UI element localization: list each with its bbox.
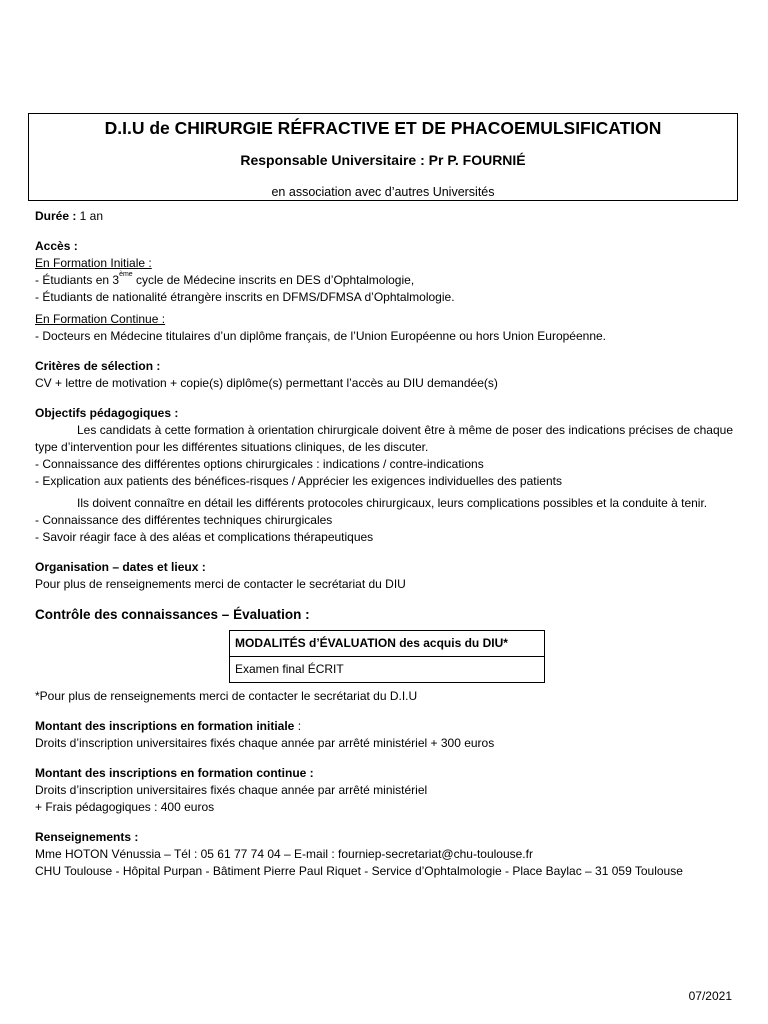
objectifs-paragraph-1: Les candidats à cette formation à orientation chirurgicale doivent être à même de poser des indications précises de chaque type d’intervention pour les différentes situations cliniques, de les discuter. [35,423,733,454]
document-title: D.I.U de CHIRURGIE RÉFRACTIVE ET DE PHACOEMULSIFICATION [104,118,662,138]
objectifs-item-4: - Savoir réagir face à des aléas et complications thérapeutiques [35,530,374,544]
controle-label: Contrôle des connaissances – Évaluation : [35,607,310,622]
organisation-label: Organisation – dates et lieux : [35,560,206,574]
organisation-text: Pour plus de renseignements merci de contacter le secrétariat du DIU [35,577,406,591]
objectifs-label: Objectifs pédagogiques : [35,406,179,420]
montant-initiale-text: Droits d’inscription universitaires fixés chaque année par arrêté ministériel + 300 euros [35,736,495,750]
criteres-text: CV + lettre de motivation + copie(s) diplôme(s) permettant l’accès au DIU demandée(s) [35,376,498,390]
objectifs-item-3: - Connaissance des différentes techniques chirurgicales [35,513,333,527]
evaluation-note: *Pour plus de renseignements merci de contacter le secrétariat du D.I.U [35,689,418,703]
duree-value: 1 an [76,209,104,223]
duree-label: Durée : [35,209,77,223]
montant-continue-line-2: + Frais pédagogiques : 400 euros [35,800,215,814]
header-box [28,113,738,201]
initiale-item-1-start: - Étudiants en 3 [35,273,120,287]
montant-initiale-colon: : [294,719,302,733]
formation-continue-heading: En Formation Continue : [35,312,166,326]
document-body [35,208,733,880]
duree-line [35,208,733,225]
renseignements-label: Renseignements : [35,830,139,844]
evaluation-table-header: MODALITÉS d’ÉVALUATION des acquis du DIU* [230,631,545,657]
initiale-item-2: - Étudiants de nationalité étrangère inscrits en DFMS/DFMSA d’Ophtalmologie. [35,290,455,304]
acces-label: Accès : [35,239,78,253]
objectifs-item-2: - Explication aux patients des bénéfices-risques / Apprécier les exigences individuelles des patients [35,474,562,488]
objectifs-item-1: - Connaissance des différentes options chirurgicales : indications / contre-indications [35,457,484,471]
objectifs-paragraph-2: Ils doivent connaître en détail les différents protocoles chirurgicaux, leurs complications possibles et la conduite à tenir. [77,496,708,510]
evaluation-table-row: Examen final ÉCRIT [230,657,545,683]
footer-date: 07/2021 [688,989,732,1003]
criteres-label: Critères de sélection : [35,359,161,373]
continue-item-1: - Docteurs en Médecine titulaires d’un diplôme français, de l’Union Européenne ou hors Union Européenne. [35,329,607,343]
responsable-line: Responsable Universitaire : Pr P. FOURNIÉ [240,152,526,168]
association-line: en association avec d’autres Universités [271,185,495,199]
montant-continue-line-1: Droits d’inscription universitaires fixés chaque année par arrêté ministériel [35,783,428,797]
renseignements-line-1: Mme HOTON Vénussia – Tél : 05 61 77 74 04 – E-mail : fourniep-secretariat@chu-toulouse.fr [35,847,533,861]
initiale-item-1 [35,272,733,289]
evaluation-table [229,630,545,683]
formation-initiale-heading: En Formation Initiale : [35,256,152,270]
initiale-item-1-sup: ème [119,271,133,278]
renseignements-line-2: CHU Toulouse - Hôpital Purpan - Bâtiment Pierre Paul Riquet - Service d’Ophtalmologie - Place Baylac – 31 059 Toulouse [35,864,683,878]
initiale-item-1-end: cycle de Médecine inscrits en DES d’Ophtalmologie, [132,273,415,287]
montant-continue-label: Montant des inscriptions en formation continue : [35,766,314,780]
montant-initiale-label: Montant des inscriptions en formation initiale [35,719,295,733]
montant-initiale-heading [35,718,733,735]
